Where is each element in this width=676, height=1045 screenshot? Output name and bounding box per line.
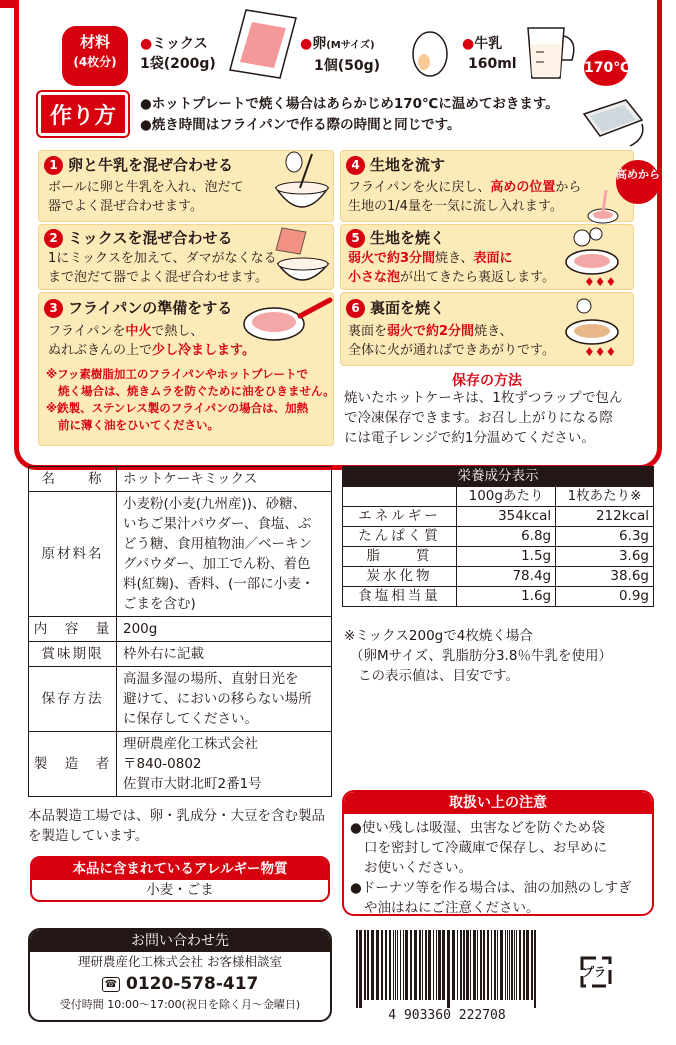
egg-icon bbox=[410, 28, 450, 78]
factory-note: 本品製造工場では、卵・乳成分・大豆を含む製品 を製造しています。 bbox=[28, 808, 325, 844]
frying-pan-icon bbox=[240, 290, 334, 350]
material-milk: ●牛乳 160ml bbox=[462, 36, 517, 72]
barcode-bar bbox=[422, 930, 423, 1000]
material-egg: ●卵(Mサイズ) 1個(50g) bbox=[300, 36, 381, 74]
step-number: 4 bbox=[346, 156, 365, 175]
barcode-bar bbox=[491, 930, 492, 1000]
barcode-bar bbox=[433, 930, 434, 1000]
step-number: 1 bbox=[44, 156, 63, 175]
barcode-bar bbox=[371, 930, 374, 1000]
barcode-bar bbox=[497, 930, 498, 1000]
barcode-bar bbox=[385, 930, 387, 1000]
step-title: フライパンの準備をする bbox=[68, 299, 233, 317]
contact-phone[interactable]: ☎ 0120-578-417 bbox=[30, 972, 330, 996]
barcode-bar bbox=[457, 930, 458, 1000]
step-6-heading bbox=[346, 297, 445, 319]
barcode-bar bbox=[364, 930, 366, 1000]
barcode-bar bbox=[534, 930, 536, 1008]
barcode-bar bbox=[376, 930, 379, 1000]
barcode-bar bbox=[487, 930, 489, 1000]
step-3-heading bbox=[44, 297, 232, 319]
storage-text: 焼いたホットケーキは、1枚ずつラップで包ん で冷凍保存できます。お召し上がりになる際 には電子レンジで約1分温めてください。 bbox=[344, 390, 623, 446]
table-row: 保存方法 高温多湿の場所、直射日光を 避けて、においの移らない場所 に保存してください。 bbox=[29, 667, 332, 732]
barcode-bar bbox=[438, 930, 441, 1000]
table-row: 脂 質 1.5g 3.6g bbox=[343, 547, 654, 567]
step-4-body: フライパンを火に戻し、高めの位置から 生地の1/4量を一気に流し入れます。 bbox=[348, 180, 582, 214]
step-1-heading bbox=[44, 154, 233, 176]
table-row: エネルギー 354kcal 212kcal bbox=[343, 507, 654, 527]
allergy-title: 本品に含まれているアレルギー物質 bbox=[32, 858, 328, 880]
table-row: たんぱく質 6.8g 6.3g bbox=[343, 527, 654, 547]
barcode-bar bbox=[460, 930, 462, 1000]
nutrition-title: 栄養成分表示 bbox=[343, 467, 654, 487]
material-amount: 160ml bbox=[468, 56, 517, 72]
contact-title: お問い合わせ先 bbox=[30, 930, 330, 952]
barcode-bar bbox=[403, 930, 404, 1000]
barcode-bar bbox=[519, 930, 521, 1000]
barcode-bar bbox=[516, 930, 517, 1000]
step-2-body: 1にミックスを加えて、ダマがなくなる まで泡だて器でよく混ぜ合わせます。 bbox=[48, 251, 277, 285]
barcode-bar bbox=[405, 930, 408, 1000]
barcode-bar bbox=[523, 930, 525, 1000]
svg-text:♦♦♦: ♦♦♦ bbox=[584, 345, 617, 359]
barcode-bar bbox=[477, 930, 478, 1000]
barcode-bar bbox=[507, 930, 508, 1000]
measuring-cup-icon bbox=[520, 20, 582, 84]
materials-servings: (4枚分) bbox=[73, 55, 117, 69]
step-2-heading bbox=[44, 227, 233, 249]
svg-text:♦♦♦: ♦♦♦ bbox=[584, 275, 617, 288]
material-amount: 1個(50g) bbox=[314, 58, 381, 74]
barcode-bar bbox=[428, 930, 431, 1000]
allergy-value: 小麦・ごま bbox=[146, 882, 214, 898]
barcode-bar bbox=[395, 930, 396, 1000]
material-mix: ●ミックス 1袋(200g) bbox=[140, 36, 216, 72]
barcode-bar bbox=[470, 930, 471, 1000]
barcode-bar bbox=[463, 930, 465, 1000]
table-row: 炭水化物 78.4g 38.6g bbox=[343, 567, 654, 587]
temperature-badge: 170℃ bbox=[584, 50, 628, 86]
howto-note-1: ●ホットプレートで焼く場合はあらかじめ170℃に温めておきます。 bbox=[140, 96, 559, 112]
caution-box bbox=[342, 790, 654, 916]
barcode-bar bbox=[505, 930, 506, 1000]
table-row: 食塩相当量 1.6g 0.9g bbox=[343, 587, 654, 607]
barcode-bar bbox=[367, 930, 369, 1000]
step-6-body: 裏面を弱火で約2分間焼き、 全体に火が通ればできあがりです。 bbox=[348, 324, 555, 358]
barcode-bar bbox=[381, 930, 383, 1000]
barcode-bar bbox=[514, 930, 515, 1000]
barcode-bar bbox=[410, 930, 412, 1000]
barcode-bar bbox=[393, 930, 394, 1000]
materials-title: 材料 bbox=[79, 33, 110, 51]
barcode-bar bbox=[397, 930, 398, 1000]
plastic-recycle-icon: プラ bbox=[576, 952, 616, 992]
storage-title: 保存の方法 bbox=[452, 373, 522, 389]
barcode-bar bbox=[425, 930, 427, 1000]
step-number: 2 bbox=[44, 229, 63, 248]
barcode-bar bbox=[466, 930, 469, 1000]
allergy-box bbox=[30, 856, 330, 902]
product-info-table bbox=[28, 466, 332, 797]
step-title: 生地を焼く bbox=[370, 229, 446, 247]
step-number: 6 bbox=[346, 299, 365, 318]
barcode-bar bbox=[452, 930, 455, 1000]
barcode-bars bbox=[352, 930, 542, 1008]
contact-hours: 受付時間 10:00～17:00(祝日を除く月～金曜日) bbox=[59, 998, 301, 1011]
barcode-bar bbox=[480, 930, 482, 1000]
batter-pour-icon bbox=[586, 190, 620, 226]
barcode-bar bbox=[509, 930, 510, 1000]
barcode-bar bbox=[359, 930, 362, 1008]
step-4-heading bbox=[346, 154, 445, 176]
step-number: 3 bbox=[44, 299, 63, 318]
step-5-body: 弱火で約3分間焼き、表面に 小さな泡が出てきたら裏返します。 bbox=[348, 251, 555, 285]
barcode-bar bbox=[531, 930, 533, 1000]
step-title: 裏面を焼く bbox=[370, 299, 446, 317]
mix-bag-icon bbox=[226, 6, 298, 82]
barcode-bar bbox=[436, 930, 437, 1000]
step-3-body: フライパンを中火で熱し、 ぬれぶきんの上で少し冷まします。 bbox=[48, 324, 255, 358]
step-5-heading bbox=[346, 227, 445, 249]
barcode-bar bbox=[414, 930, 417, 1000]
barcode-bar bbox=[400, 930, 401, 1000]
barcode-bar bbox=[511, 930, 513, 1000]
step-number: 5 bbox=[346, 229, 365, 248]
step-1-body: ボールに卵と牛乳を入れ、泡だて 器でよく混ぜ合わせます。 bbox=[48, 180, 244, 214]
table-row: 原材料名 小麦粉(小麦(九州産))、砂糖、 いちご果汁パウダー、食塩、ぶ どう糖、食用植物油／ベーキン グパウダー、加工でん粉、着色 料(紅麹)、香料、(一部に小麦・ ごまを含む) bbox=[29, 492, 332, 617]
material-amount: 1袋(200g) bbox=[140, 56, 216, 72]
barcode bbox=[352, 930, 542, 1024]
nutrition-notes: ※ミックス200gで4枚焼く場合 （卵Mサイズ、乳脂肪分3.8％牛乳を使用） この表示値は、目安です。 bbox=[344, 628, 612, 684]
table-row: 内 容 量 200g bbox=[29, 617, 332, 642]
step-title: 卵と牛乳を混ぜ合わせる bbox=[68, 156, 234, 174]
howto-note-2: ●焼き時間はフライパンで作る際の時間と同じです。 bbox=[140, 117, 461, 133]
table-row: 名 称 ホットケーキミックス bbox=[29, 467, 332, 492]
mixing-bowl-icon bbox=[270, 148, 332, 226]
caution-items: ●使い残しは吸湿、虫害などを防ぐため袋 口を密封して冷蔵庫で保存し、お早めに お使いください。 ●ドーナツ等を作る場合は、油の加熱のしすぎ や油はねにご注意ください。 bbox=[350, 820, 632, 916]
mix-pouring-icon bbox=[272, 224, 332, 290]
materials-badge bbox=[62, 26, 128, 86]
barcode-bar bbox=[442, 930, 445, 1000]
barcode-bar bbox=[447, 930, 450, 1008]
table-row: 賞味期限 枠外右に記載 bbox=[29, 642, 332, 667]
barcode-number: 4 903360 222708 bbox=[388, 1008, 506, 1023]
material-name: 牛乳 bbox=[474, 36, 503, 52]
hotplate-icon bbox=[576, 86, 646, 152]
contact-box bbox=[28, 928, 332, 1022]
contact-company: 理研農産化工株式会社 お客様相談室 bbox=[78, 954, 282, 969]
pan-bubbles-icon bbox=[562, 226, 632, 288]
step-title: 生地を流す bbox=[370, 156, 446, 174]
material-note: (Mサイズ) bbox=[326, 40, 375, 51]
barcode-bar bbox=[473, 930, 476, 1000]
step-3-notes: ※フッ素樹脂加工のフライパンやホットプレートで 焼く場合は、焼きムラを防ぐために油をひきません。 ※鉄製、ステンレス製のフライパンの場合は、加熱 前に薄く油をひいてください。 bbox=[46, 367, 335, 432]
nutrition-table: 栄養成分表示 100gあたり 1枚あたり※ エネルギー 354kcal 212kcal たんぱく質 6.8g 6.3g 脂 質 1.5g 3.6g 炭水化物 78.4g 38.6g 食塩相当量 1.6g 0.9g bbox=[342, 466, 654, 607]
caution-title: 取扱い上の注意 bbox=[344, 792, 652, 814]
barcode-bar bbox=[389, 930, 391, 1000]
barcode-bar bbox=[494, 930, 496, 1000]
pan-done-icon bbox=[562, 296, 632, 360]
barcode-bar bbox=[526, 930, 529, 1000]
barcode-bar bbox=[500, 930, 503, 1000]
howto-title: 作り方 bbox=[38, 92, 128, 136]
freedial-icon: ☎ bbox=[102, 977, 120, 992]
material-name: ミックス bbox=[152, 36, 208, 52]
material-name: 卵 bbox=[312, 36, 327, 52]
table-row: 製 造 者 理研農産化工株式会社 〒840-0802 佐賀市大財北町2番1号 bbox=[29, 732, 332, 797]
barcode-bar bbox=[483, 930, 485, 1000]
step-title: ミックスを混ぜ合わせる bbox=[68, 229, 233, 247]
high-pour-badge: 高めから bbox=[616, 160, 660, 204]
barcode-bar bbox=[419, 930, 421, 1000]
barcode-bar bbox=[356, 930, 358, 1008]
